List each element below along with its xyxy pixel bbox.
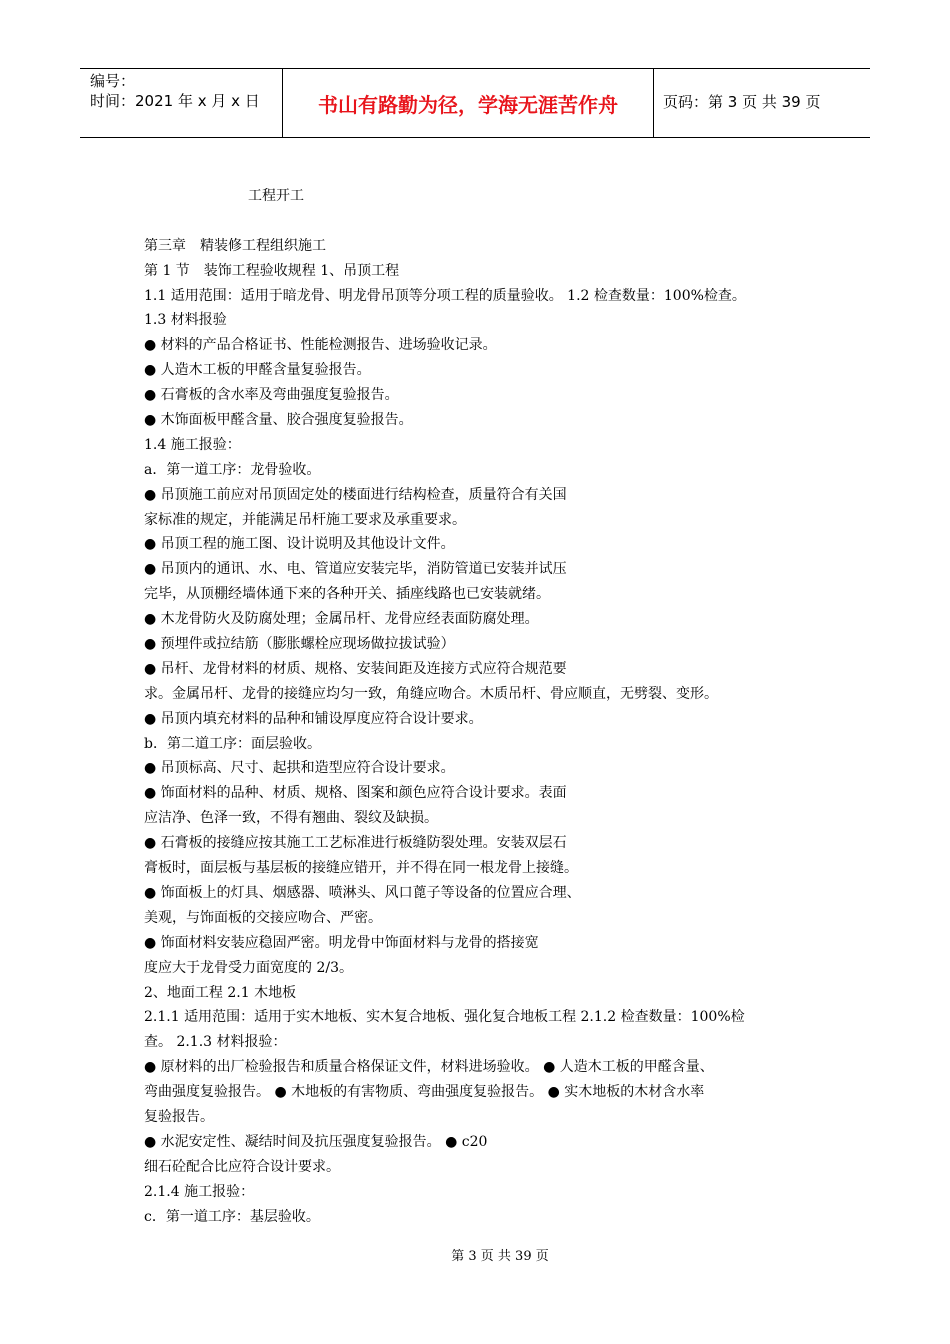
body-line: 弯曲强度复验报告。 ● 木地板的有害物质、弯曲强度复验报告。 ● 实木地板的木材含水率 — [144, 1084, 705, 1101]
body-line: 家标准的规定，并能满足吊杆施工要求及承重要求。 — [144, 511, 466, 528]
header-page-info: 页码：第 3 页 共 39 页 — [663, 93, 821, 111]
body-line: ● 石膏板的接缝应按其施工工艺标准进行板缝防裂处理。安装双层石 — [144, 835, 567, 852]
document-date-label: 时间：2021 年 x 月 x 日 — [90, 92, 260, 110]
header-meta-cell — [80, 69, 283, 137]
body-line: 1.3 材料报验 — [144, 312, 227, 329]
body-line: ● 吊顶施工前应对吊顶固定处的楼面进行结构检查，质量符合有关国 — [144, 486, 567, 503]
body-line: ● 吊杆、龙骨材料的材质、规格、安装间距及连接方式应符合规范要 — [144, 660, 567, 677]
body-line: ● 吊顶工程的施工图、设计说明及其他设计文件。 — [144, 536, 455, 553]
body-line: 复验报告。 — [144, 1108, 214, 1125]
body-line: ● 原材料的出厂检验报告和质量合格保证文件，材料进场验收。 ● 人造木工板的甲醛含量、 — [144, 1059, 714, 1076]
body-line: 第 1 节 装饰工程验收规程 1、吊顶工程 — [144, 262, 400, 279]
body-line: 完毕，从顶棚经墙体通下来的各种开关、插座线路也已安装就绪。 — [144, 586, 550, 603]
section-title: 工程开工 — [248, 188, 304, 204]
body-line: b．第二道工序：面层验收。 — [144, 735, 321, 752]
body-lines — [144, 234, 810, 1230]
body-line: ● 水泥安定性、凝结时间及抗压强度复验报告。 ● c20 — [144, 1133, 488, 1150]
body-line: ● 饰面材料安装应稳固严密。明龙骨中饰面材料与龙骨的搭接宽 — [144, 934, 539, 951]
body-line: 1.4 施工报验： — [144, 436, 241, 453]
body-line: ● 石膏板的含水率及弯曲强度复验报告。 — [144, 387, 399, 404]
body-line: 应洁净、色泽一致，不得有翘曲、裂纹及缺损。 — [144, 810, 438, 827]
body-line: ● 吊顶内的通讯、水、电、管道应安装完毕，消防管道已安装并试压 — [144, 561, 567, 578]
body-line: 1.1 适用范围：适用于暗龙骨、明龙骨吊顶等分项工程的质量验收。 1.2 检查数量：100%检查。 — [144, 287, 746, 304]
body-line: ● 饰面板上的灯具、烟感器、喷淋头、风口蓖子等设备的位置应合理、 — [144, 884, 581, 901]
body-line: 第三章 精装修工程组织施工 — [144, 237, 326, 254]
body-line: 查。 2.1.3 材料报验： — [144, 1034, 287, 1051]
body-line: ● 吊顶内填充材料的品种和铺设厚度应符合设计要求。 — [144, 710, 483, 727]
page-header — [80, 68, 870, 138]
document-number-label: 编号： — [90, 72, 136, 90]
body-line: ● 预埋件或拉结筋（膨胀螺栓应现场做拉拔试验） — [144, 636, 455, 653]
body-line: c．第一道工序：基层验收。 — [144, 1208, 320, 1225]
body-line: 细石砼配合比应符合设计要求。 — [144, 1158, 340, 1175]
body-line: 膏板时，面层板与基层板的接缝应错开，并不得在同一根龙骨上接缝。 — [144, 860, 578, 877]
body-line: 求。金属吊杆、龙骨的接缝应均匀一致，角缝应吻合。木质吊杆、骨应顺直，无劈裂、变形。 — [144, 685, 718, 702]
body-line: ● 人造木工板的甲醛含量复验报告。 — [144, 362, 371, 379]
body-line: ● 木饰面板甲醛含量、胶合强度复验报告。 — [144, 412, 413, 429]
page-footer: 第 3 页 共 39 页 — [451, 1249, 549, 1264]
body-line: ● 木龙骨防火及防腐处理；金属吊杆、龙骨应经表面防腐处理。 — [144, 611, 539, 628]
document-body — [144, 184, 810, 1229]
body-line: 美观，与饰面板的交接应吻合、严密。 — [144, 909, 382, 926]
body-line: a．第一道工序：龙骨验收。 — [144, 461, 321, 478]
body-line: ● 饰面材料的品种、材质、规格、图案和颜色应符合设计要求。表面 — [144, 785, 567, 802]
header-motto: 书山有路勤为径，学海无涯苦作舟 — [283, 69, 654, 137]
body-line: ● 吊顶标高、尺寸、起拱和造型应符合设计要求。 — [144, 760, 455, 777]
body-line: 2.1.1 适用范围：适用于实木地板、实木复合地板、强化复合地板工程 2.1.2 检查数量：100%检 — [144, 1009, 745, 1026]
body-line: 2、地面工程 2.1 木地板 — [144, 984, 297, 1001]
body-line: 2.1.4 施工报验： — [144, 1183, 255, 1200]
blank-line — [144, 209, 810, 234]
body-line: ● 材料的产品合格证书、性能检测报告、进场验收记录。 — [144, 337, 497, 354]
body-line: 度应大于龙骨受力面宽度的 2/3。 — [144, 959, 353, 976]
